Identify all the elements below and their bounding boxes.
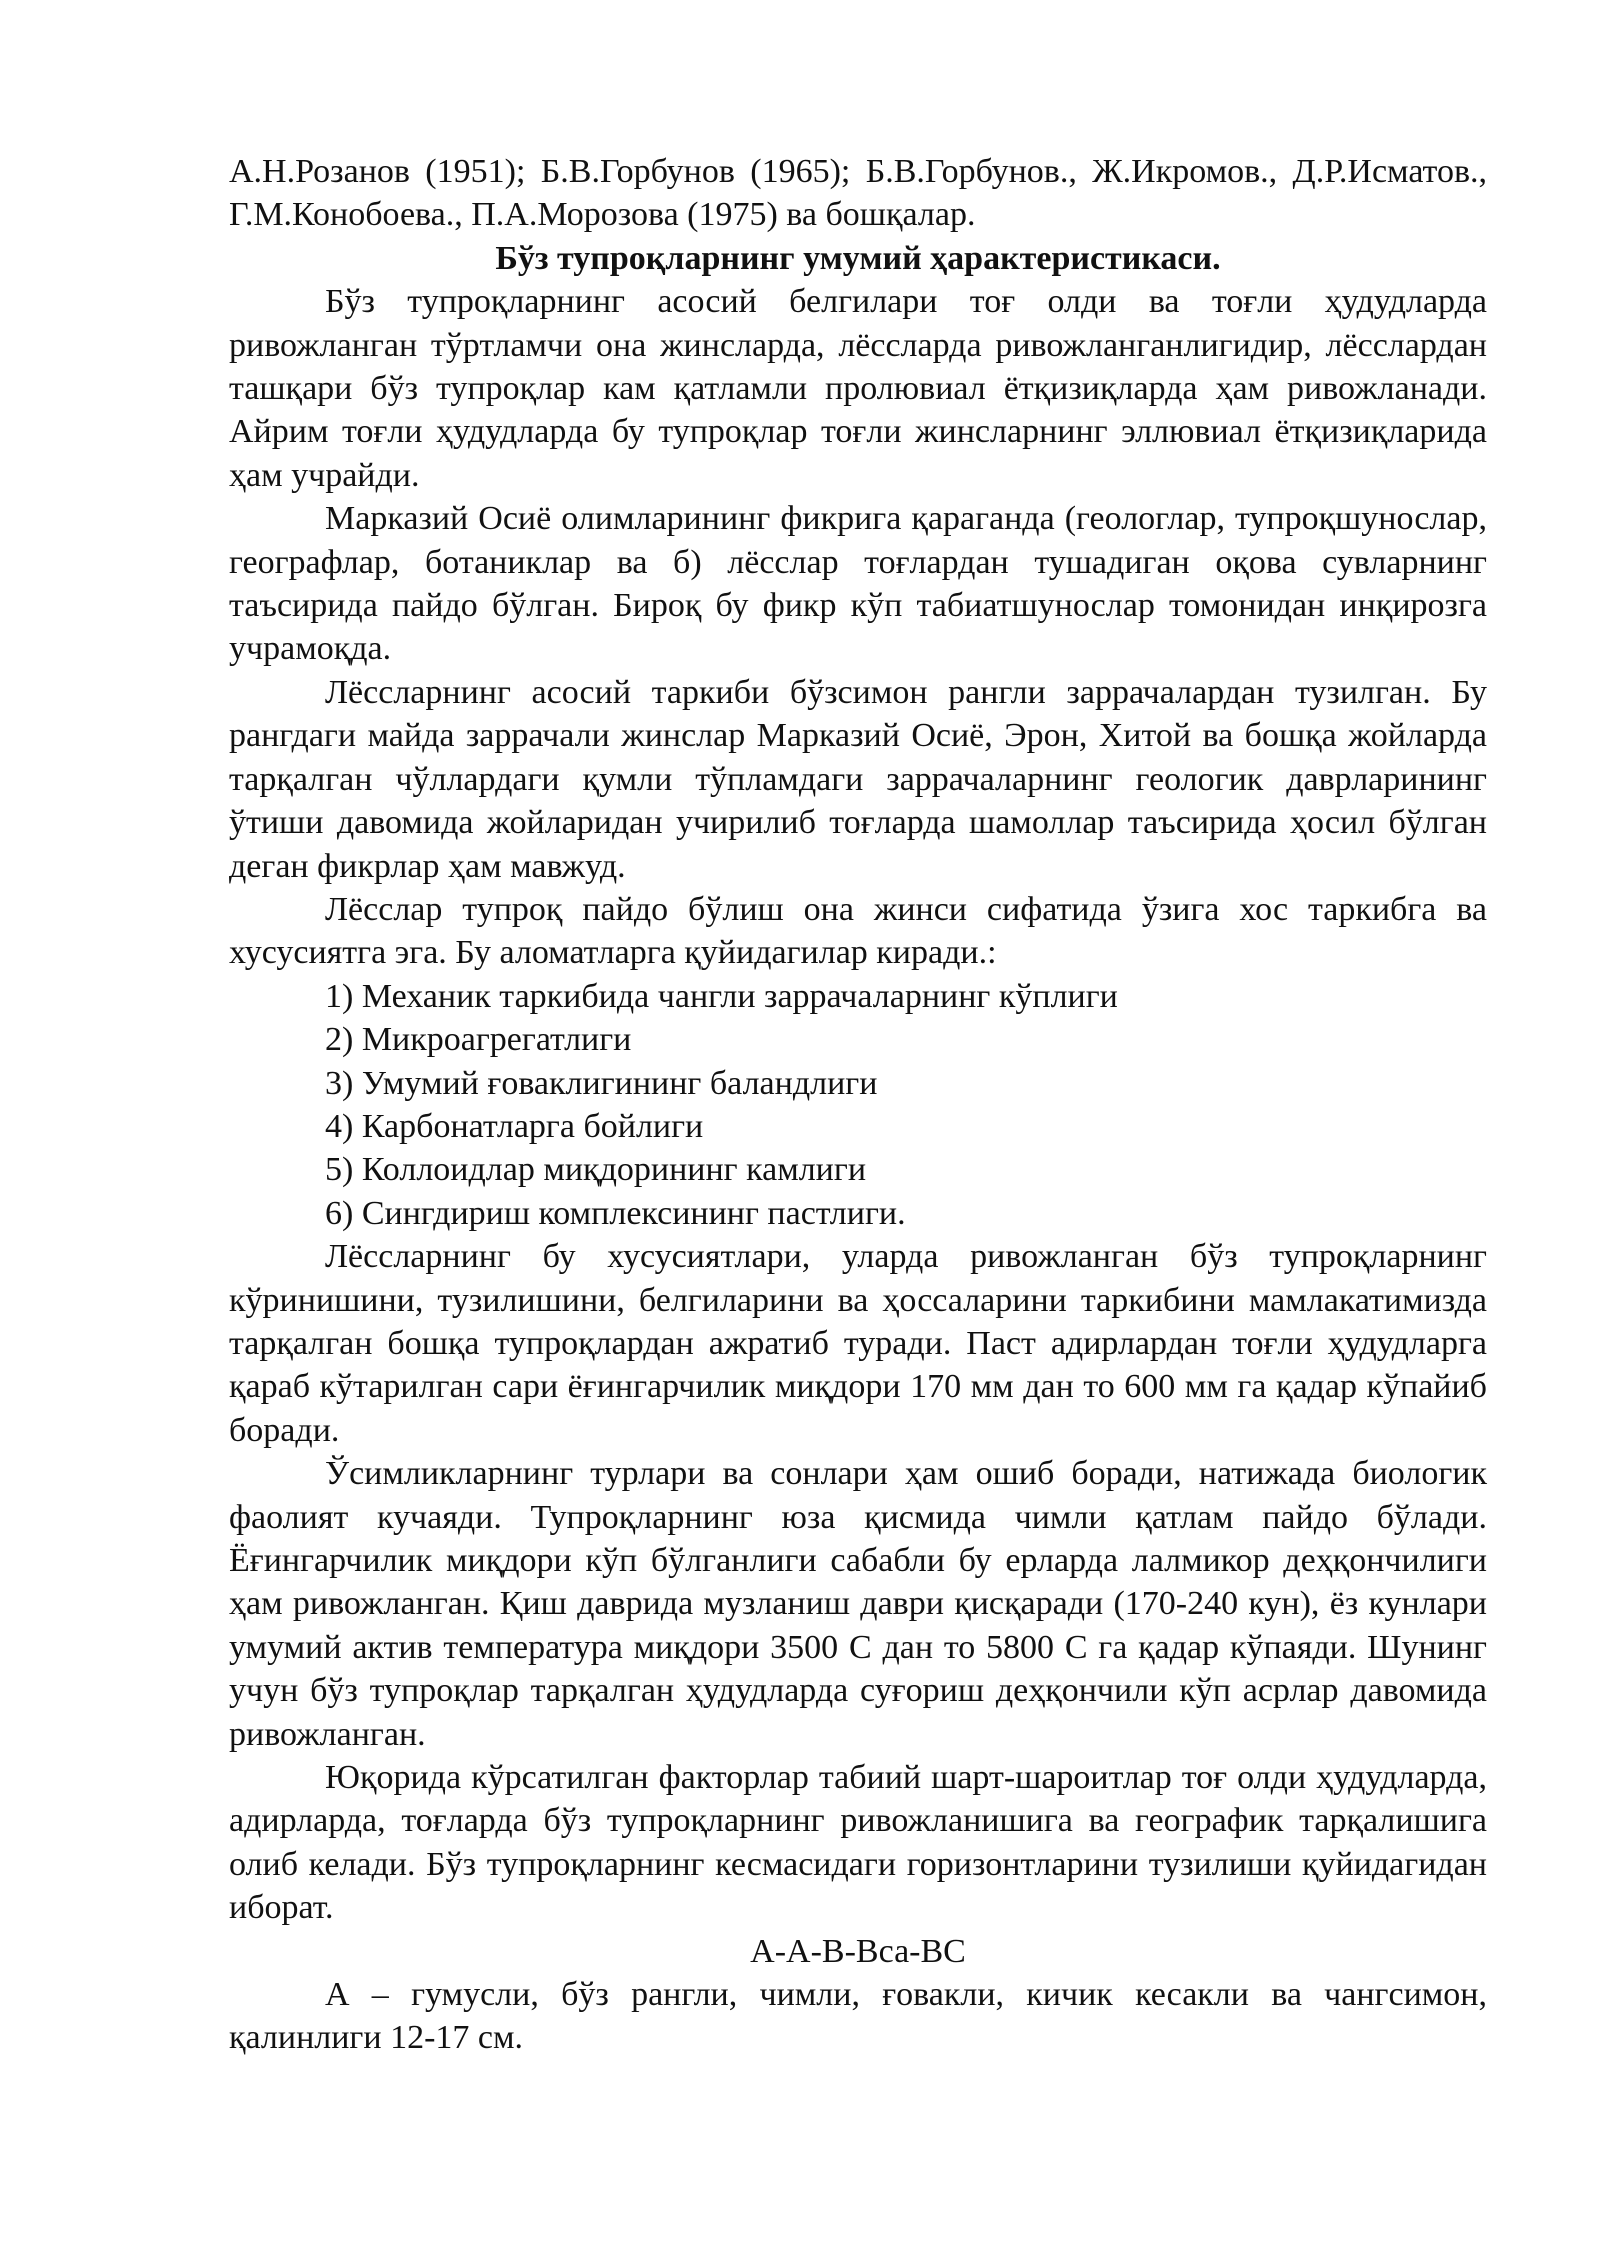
paragraph-8: А – гумусли, бўз рангли, чимли, ғовакли, кичик кесакли ва чангсимон, қалинлиги 12-17 см. (229, 1976, 1487, 2057)
list-item: 2) Микроагрегатлиги (325, 1021, 632, 1059)
section-heading: Бўз тупроқларнинг умумий ҳарактеристикаси. (495, 239, 1221, 277)
properties-list (229, 975, 1487, 1235)
intro-paragraph: А.Н.Розанов (1951); Б.В.Горбунов (1965); Б.В.Горбунов., Ж.Икромов., Д.Р.Исматов., Г.М.Конобоева., П.А.Морозова (1975) ва бошқалар. (229, 153, 1487, 234)
list-item: 4) Карбонатларга бойлиги (325, 1107, 704, 1145)
list-item: 6) Сингдириш комплексининг пастлиги. (325, 1194, 906, 1232)
paragraph-2: Марказий Осиё олимларининг фикрига қараганда (геологлар, тупроқшунослар, географлар, ботаниклар ва б) лёсслар тоғлардан тушадиган оқова сувларнинг таъсирида пайдо бўлган. Бироқ бу фикр кўп табиатшунослар томонидан инқирозга учрамоқда. (229, 500, 1487, 668)
paragraph-1: Бўз тупроқларнинг асосий белгилари тоғ олди ва тоғли ҳудудларда ривожланган тўртламчи она жинсларда, лёссларда ривожланганлигидир, лёсслардан ташқари бўз тупроқлар кам қатламли пролювиал ётқизиқларда ҳам ривожланади. Айрим тоғли ҳудудларда бу тупроқлар тоғли жинсларнинг эллювиал ётқизиқларида ҳам учрайди. (229, 283, 1487, 494)
list-item: 5) Коллоидлар миқдорининг камлиги (325, 1151, 867, 1189)
document-page (229, 150, 1487, 2060)
list-item: 1) Механик таркибида чангли заррачаларнинг кўплиги (325, 977, 1118, 1015)
paragraph-3: Лёссларнинг асосий таркиби бўзсимон рангли заррачалардан тузилган. Бу рангдаги майда заррачали жинслар Марказий Осиё, Эрон, Хитой ва бошқа жойларда тарқалган чўллардаги қумли тўпламдаги заррачаларнинг геологик даврларининг ўтиши давомида жойларидан учирилиб тоғларда шамоллар таъсирида ҳосил бўлган деган фикрлар ҳам мавжуд. (229, 673, 1487, 885)
list-item: 3) Умумий ғоваклигининг баландлиги (325, 1064, 878, 1102)
paragraph-6: Ўсимликларнинг турлари ва сонлари ҳам ошиб боради, натижада биологик фаолият кучаяди. Тупроқларнинг юза қисмида чимли қатлам пайдо бўлади. Ёғингарчилик миқдори кўп бўлганлиги сабабли бу ерларда лалмикор деҳқончилиги ҳам ривожланган. Қиш даврида музланиш даври қисқаради (170-240 кун), ёз кунлари умумий актив температура миқдори 3500 С дан то 5800 С га қадар кўпаяди. Шунинг учун бўз тупроқлар тарқалган ҳудудларда суғориш деҳқончили кўп асрлар давомида ривожланган. (229, 1455, 1487, 1753)
paragraph-7: Юқорида кўрсатилган факторлар табиий шарт-шароитлар тоғ олди ҳудудларда, адирларда, тоғларда бўз тупроқларнинг ривожланишига ва географик тарқалишига олиб келади. Бўз тупроқларнинг кесмасидаги горизонтларини тузилиши қуйидагидан иборат. (229, 1759, 1487, 1927)
paragraph-5: Лёссларнинг бу хусусиятлари, уларда ривожланган бўз тупроқларнинг кўринишини, тузилишини, белгиларини ва ҳоссаларини таркибини мамлакатимизда тарқалган бошқа тупроқлардан ажратиб туради. Паст адирлардан тоғли ҳудудларга қараб кўтарилган сари ёғингарчилик миқдори 170 мм дан то 600 мм га қадар кўпайиб боради. (229, 1238, 1487, 1449)
paragraph-4: Лёсслар тупроқ пайдо бўлиш она жинси сифатида ўзига хос таркибга ва хусусиятга эга. Бу аломатларга қуйидагилар киради.: (229, 890, 1487, 972)
horizon-formula: А-А-В-Вса-ВС (750, 1932, 966, 1970)
